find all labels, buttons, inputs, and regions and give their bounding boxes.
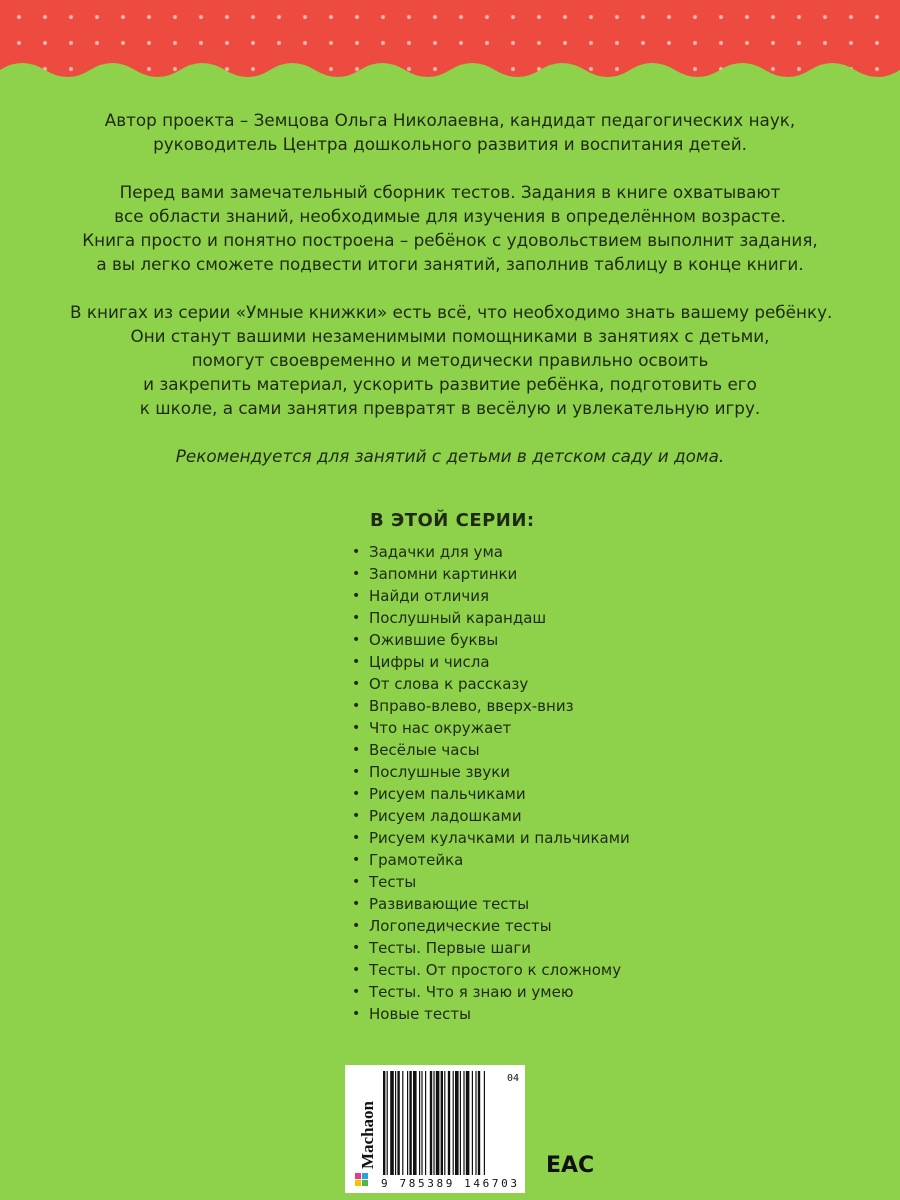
list-item [352, 695, 752, 717]
series-item-label: Тесты. Что я знаю и умею [369, 983, 574, 1001]
barcode-number: 9 785389 146703 [381, 1177, 517, 1190]
series-item-label: Грамотейка [369, 851, 464, 869]
barcode-bar [472, 1071, 473, 1175]
barcode-number-area [381, 1173, 519, 1191]
series-item-label: Найди отличия [369, 587, 489, 605]
bullet-icon: • [352, 698, 361, 714]
description-line: а вы легко сможете подвести итоги занятий, заполнив таблицу в конце книги. [96, 254, 804, 274]
barcode-bar [433, 1071, 434, 1175]
barcode-bar [444, 1071, 445, 1175]
barcode-bar [475, 1071, 476, 1175]
bullet-icon: • [352, 654, 361, 670]
list-item [352, 1003, 752, 1025]
list-item [352, 761, 752, 783]
barcode-bar [402, 1071, 403, 1175]
bullet-icon: • [352, 588, 361, 604]
bullet-icon: • [352, 918, 361, 934]
series-item-label: Цифры и числа [369, 653, 490, 671]
series-item-label: Рисуем кулачками и пальчиками [369, 829, 630, 847]
list-item [352, 827, 752, 849]
barcode-bar [413, 1071, 417, 1175]
list-item [352, 541, 752, 563]
bullet-icon: • [352, 940, 361, 956]
publisher-name: Machaon [358, 1101, 377, 1169]
series-info-line: В книгах из серии «Умные книжки» есть всё, что необходимо знать вашему ребёнку. [70, 302, 833, 322]
series-item-label: Тесты. От простого к сложному [369, 961, 622, 979]
barcode-bar [383, 1071, 385, 1175]
series-section [352, 510, 752, 1025]
list-item [352, 673, 752, 695]
barcode-bar [478, 1071, 480, 1175]
series-item-label: Весёлые часы [369, 741, 480, 759]
series-item-label: Тесты. Первые шаги [369, 939, 532, 957]
list-item [352, 915, 752, 937]
series-info-line: и закрепить материал, ускорить развитие ребёнка, подготовить его [143, 374, 757, 394]
list-item [352, 871, 752, 893]
barcode-bar [421, 1071, 422, 1175]
bullet-icon: • [352, 786, 361, 802]
machaon-logo-icon [351, 1069, 379, 1189]
series-title: В ЭТОЙ СЕРИИ: [370, 510, 535, 531]
series-item-label: Рисуем пальчиками [369, 785, 526, 803]
eac-certification-icon [546, 1150, 596, 1176]
list-item [352, 651, 752, 673]
eac-label: EAC [546, 1153, 595, 1176]
series-item-label: Тесты [369, 873, 417, 891]
bullet-icon: • [352, 742, 361, 758]
bullet-icon: • [352, 874, 361, 890]
barcode-bar [387, 1071, 388, 1175]
barcode-bar [453, 1071, 454, 1175]
bullet-icon: • [352, 720, 361, 736]
barcode-bar [419, 1071, 420, 1175]
bullet-icon: • [352, 852, 361, 868]
series-item-label: Послушный карандаш [369, 609, 547, 627]
bullet-icon: • [352, 610, 361, 626]
series-item-label: Запомни картинки [369, 565, 518, 583]
barcode-bar [460, 1071, 461, 1175]
bullet-icon: • [352, 962, 361, 978]
barcode-bar [436, 1071, 440, 1175]
list-item [352, 937, 752, 959]
series-item-label: Логопедические тесты [369, 917, 552, 935]
series-item-label: Новые тесты [369, 1005, 471, 1023]
list-item [352, 585, 752, 607]
bullet-icon: • [352, 566, 361, 582]
bullet-icon: • [352, 544, 361, 560]
barcode-bar [463, 1071, 464, 1175]
series-item-label: Ожившие буквы [369, 631, 499, 649]
list-item [352, 717, 752, 739]
author-paragraph [70, 108, 830, 156]
cover-text [0, 108, 900, 468]
description-line: Перед вами замечательный сборник тестов. Задания в книге охватывают [119, 182, 781, 202]
list-item [352, 629, 752, 651]
barcode-bar [441, 1071, 443, 1175]
series-item-label: Развивающие тесты [369, 895, 530, 913]
list-item [352, 805, 752, 827]
barcode-suffix: 04 [507, 1073, 520, 1084]
list-item [352, 607, 752, 629]
list-item [352, 981, 752, 1003]
barcode-bar [390, 1071, 394, 1175]
series-item-label: Вправо-влево, вверх-вниз [369, 697, 574, 715]
series-list [352, 541, 752, 1025]
series-info-paragraph [70, 300, 833, 420]
series-item-label: Задачки для ума [369, 543, 503, 561]
series-item-label: Послушные звуки [369, 763, 511, 781]
decorative-wave-edge [0, 50, 900, 95]
barcode-bar [466, 1071, 470, 1175]
barcode-panel [345, 1065, 525, 1193]
barcode-suffix-area [505, 1067, 523, 1087]
list-item [352, 783, 752, 805]
series-info-line: к школе, а сами занятия превратят в весёлую и увлекательную игру. [139, 398, 761, 418]
series-info-line: помогут своевременно и методически правильно освоить [191, 350, 709, 370]
barcode-bar [409, 1071, 411, 1175]
list-item [352, 893, 752, 915]
description-paragraph [70, 180, 830, 276]
bullet-icon: • [352, 896, 361, 912]
bullet-icon: • [352, 764, 361, 780]
series-item-label: От слова к рассказу [369, 675, 529, 693]
bullet-icon: • [352, 984, 361, 1000]
description-line: Книга просто и понятно построена – ребёнок с удовольствием выполнит задания, [82, 230, 818, 250]
recommendation-text: Рекомендуется для занятий с детьми в детском саду и дома. [175, 446, 725, 466]
barcode-bar [425, 1071, 426, 1175]
barcode-bar [395, 1071, 396, 1175]
series-info-line: Они станут вашими незаменимыми помощниками в занятиях с детьми, [130, 326, 770, 346]
author-line: Автор проекта – Земцова Ольга Николаевна, кандидат педагогических наук, [104, 110, 796, 130]
bullet-icon: • [352, 676, 361, 692]
bullet-icon: • [352, 830, 361, 846]
barcode-bar [448, 1071, 450, 1175]
list-item [352, 849, 752, 871]
barcode-bar [484, 1071, 485, 1175]
series-item-label: Что нас окружает [369, 719, 512, 737]
list-item [352, 563, 752, 585]
isbn-barcode [381, 1071, 519, 1175]
bullet-icon: • [352, 1006, 361, 1022]
author-line: руководитель Центра дошкольного развития и воспитания детей. [153, 134, 747, 154]
barcode-bar [430, 1071, 432, 1175]
series-item-label: Рисуем ладошками [369, 807, 522, 825]
barcode-bar [397, 1071, 399, 1175]
list-item [352, 959, 752, 981]
barcode-bar [455, 1071, 459, 1175]
bullet-icon: • [352, 808, 361, 824]
barcode-bar [407, 1071, 408, 1175]
description-line: все области знаний, необходимые для изучения в определённом возрасте. [114, 206, 786, 226]
list-item [352, 739, 752, 761]
bullet-icon: • [352, 632, 361, 648]
